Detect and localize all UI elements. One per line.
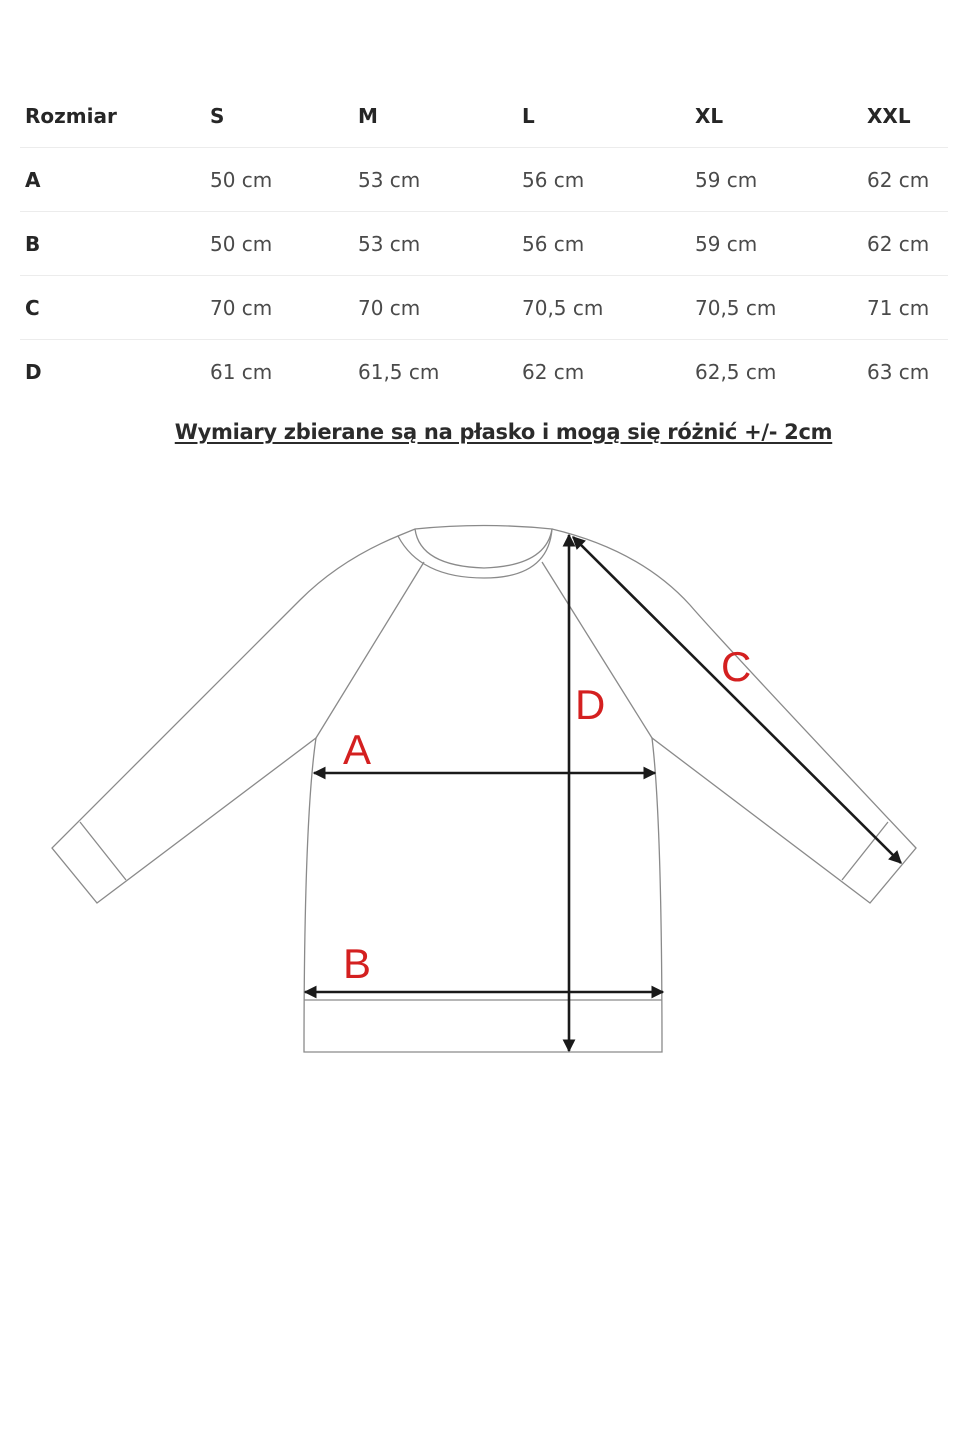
table-cell: 53 cm [353,212,517,276]
table-cell: 70,5 cm [517,276,690,340]
header-size-m: M [358,103,378,128]
label-a: A [343,726,372,773]
row-label: D [20,340,205,404]
size-table [20,84,948,403]
table-cell: 62 cm [517,340,690,404]
collar-outline [398,526,552,579]
table-cell: 53 cm [353,148,517,212]
table-cell: 70 cm [205,276,353,340]
header-size-label: Rozmiar [25,103,117,128]
left-cuff-line [80,822,126,880]
table-cell: 62 cm [862,148,948,212]
table-header-row [20,84,948,148]
measurement-lines [305,535,901,1051]
table-row-b [20,212,948,276]
table-cell: 50 cm [205,148,353,212]
table-cell: 70,5 cm [690,276,862,340]
left-raglan-seam [316,562,424,738]
header-size-s: S [210,103,225,128]
label-c: C [721,643,752,690]
table-cell: 62 cm [862,212,948,276]
table-cell: 61,5 cm [353,340,517,404]
measurement-note: Wymiary zbierane są na płasko i mogą się różnić +/- 2cm [174,420,833,444]
collar-inner-line [415,529,552,568]
table-row-a [20,148,948,212]
table-cell: 56 cm [517,212,690,276]
header-size-xxl: XXL [867,103,911,128]
sweatshirt-outline [52,526,916,1053]
right-cuff-line [842,822,888,880]
row-label: B [20,212,205,276]
table-cell: 61 cm [205,340,353,404]
table-cell: 62,5 cm [690,340,862,404]
table-cell: 50 cm [205,212,353,276]
body-outline [52,529,916,1052]
header-size-xl: XL [695,103,724,128]
header-size-l: L [522,103,535,128]
table-cell: 59 cm [690,148,862,212]
label-b: B [343,940,372,987]
table-row-c [20,276,948,340]
row-label: C [20,276,205,340]
table-cell: 71 cm [862,276,948,340]
table-cell: 63 cm [862,340,948,404]
row-label: A [20,148,205,212]
sweatshirt-diagram [0,500,970,1080]
table-cell: 56 cm [517,148,690,212]
table-cell: 59 cm [690,212,862,276]
measurement-labels [343,643,751,987]
table-row-d [20,340,948,404]
measure-c-line [573,537,901,863]
label-d: D [575,681,606,728]
table-cell: 70 cm [353,276,517,340]
